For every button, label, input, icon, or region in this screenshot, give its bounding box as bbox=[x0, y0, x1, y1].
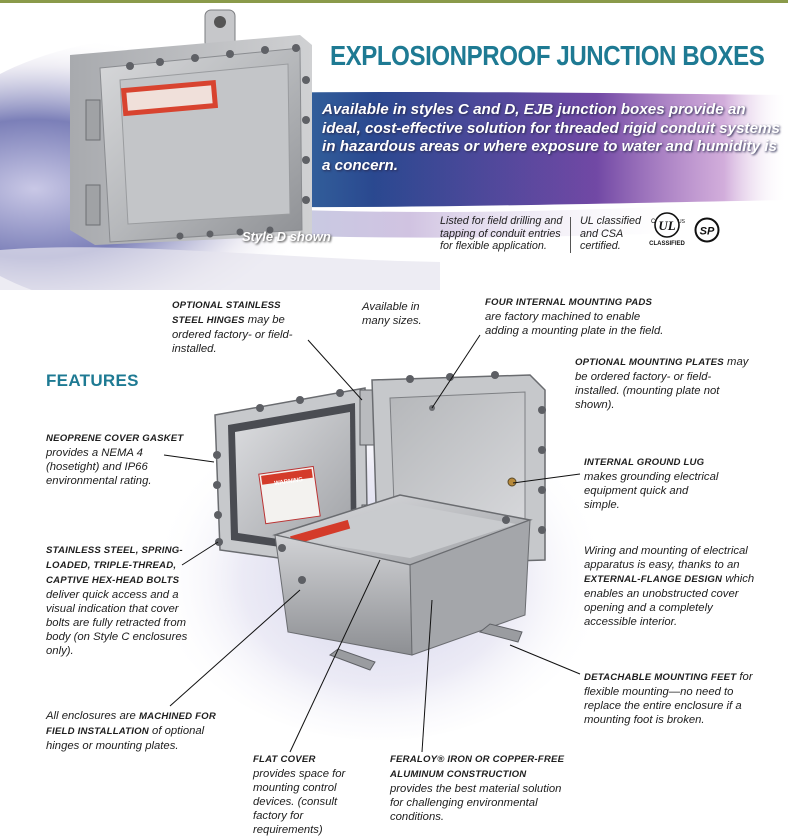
callout-hinges bbox=[172, 298, 312, 356]
callout-flat-cover bbox=[253, 752, 351, 837]
features-heading: FEATURES bbox=[46, 371, 139, 390]
callout-feet-lead: DETACHABLE MOUNTING FEET bbox=[584, 672, 737, 683]
callout-hinges-text: may be ordered factory- or field-installed. bbox=[172, 314, 293, 355]
callout-material-lead: FERALOY® IRON OR COPPER-FREE ALUMINUM CONSTRUCTION bbox=[390, 754, 565, 780]
callout-flat-cover-text: provides space for mounting control devices. (consult factory for requirements) bbox=[253, 768, 346, 836]
callout-sizes-text: Available in many sizes. bbox=[362, 301, 422, 327]
ul-mark-c: C bbox=[651, 219, 656, 225]
ul-mark-letters: UL bbox=[658, 218, 676, 233]
callout-plates-lead: OPTIONAL MOUNTING PLATES bbox=[575, 357, 724, 368]
callout-sizes bbox=[362, 300, 442, 328]
leader-material bbox=[422, 600, 432, 752]
callout-wiring-lead: EXTERNAL-FLANGE DESIGN bbox=[584, 574, 723, 585]
ul-csa-text: UL classified and CSA certified. bbox=[580, 215, 642, 253]
callout-ground-lug-lead: INTERNAL GROUND LUG bbox=[584, 457, 705, 468]
page-title: EXPLOSIONPROOF JUNCTION BOXES bbox=[330, 40, 765, 71]
leader-flat-cover bbox=[290, 560, 380, 752]
warning-label-text: WARNING bbox=[273, 477, 304, 488]
callout-machined bbox=[46, 709, 226, 753]
callout-material-text: provides the best material solution for challenging environmental conditions. bbox=[390, 783, 562, 823]
callout-hinges-lead: OPTIONAL STAINLESS STEEL HINGES bbox=[172, 300, 281, 326]
callout-feet-text: for flexible mounting—no need to replace the entire enclosure if a mounting foot is broken. bbox=[584, 671, 753, 726]
callout-machined-post: of optional hinges or mounting plates. bbox=[46, 725, 205, 752]
callout-material bbox=[390, 752, 572, 824]
callout-flat-cover-lead: FLAT COVER bbox=[253, 754, 316, 765]
callout-ground-lug bbox=[584, 455, 724, 512]
leader-pads bbox=[432, 335, 480, 408]
callout-bolts-text: deliver quick access and a visual indication that cover bolts are fully retracted from body (on Style C enclosures only). bbox=[46, 589, 188, 657]
callout-pads-lead: FOUR INTERNAL MOUNTING PADS bbox=[485, 297, 653, 308]
callout-pads-text: are factory machined to enable adding a mounting plate in the field. bbox=[485, 311, 664, 337]
field-drilling-text: Listed for field drilling and tapping of conduit entries for flexible application. bbox=[440, 215, 563, 253]
callout-machined-pre: All enclosures are bbox=[46, 710, 139, 722]
callout-plates-text: may be ordered factory- or field-installed. (mounting plate not shown). bbox=[575, 356, 749, 411]
callout-pads bbox=[485, 295, 665, 338]
callout-ground-lug-text: makes grounding electrical equipment quick and simple. bbox=[584, 471, 719, 511]
style-caption: Style D shown bbox=[242, 229, 331, 244]
callout-gasket-lead: NEOPRENE COVER GASKET bbox=[46, 433, 184, 444]
callout-bolts-lead: STAINLESS STEEL, SPRING-LOADED, TRIPLE-THREAD, CAPTIVE HEX-HEAD BOLTS bbox=[46, 545, 183, 586]
callout-gasket-text: provides a NEMA 4 (hosetight) and IP66 environmental rating. bbox=[46, 447, 152, 487]
callout-wiring-pre: Wiring and mounting of electrical apparatus is easy, thanks to an bbox=[584, 545, 748, 571]
callout-bolts bbox=[46, 543, 194, 658]
callout-gasket bbox=[46, 431, 196, 488]
leader-feet bbox=[510, 645, 580, 674]
leader-ground-lug bbox=[513, 474, 580, 483]
tagline: Available in styles C and D, EJB junction boxes provide an ideal, cost-effective solution for threaded rigid conduit systems in hazardous areas or where exposure to water and humidity is a concern. bbox=[322, 101, 780, 174]
callout-feet bbox=[584, 670, 764, 727]
callout-wiring-post: which enables an unobstructed cover opening and a completely accessible interior. bbox=[584, 573, 755, 628]
ul-mark-us: US bbox=[678, 219, 685, 225]
callout-wiring bbox=[584, 544, 764, 629]
leader-hinges bbox=[308, 340, 362, 400]
callout-machined-lead: MACHINED FOR FIELD INSTALLATION bbox=[46, 711, 216, 737]
ul-classified-caption: CLASSIFIED bbox=[649, 241, 685, 247]
csa-mark-letters: SP bbox=[699, 225, 715, 238]
callout-plates bbox=[575, 355, 755, 412]
